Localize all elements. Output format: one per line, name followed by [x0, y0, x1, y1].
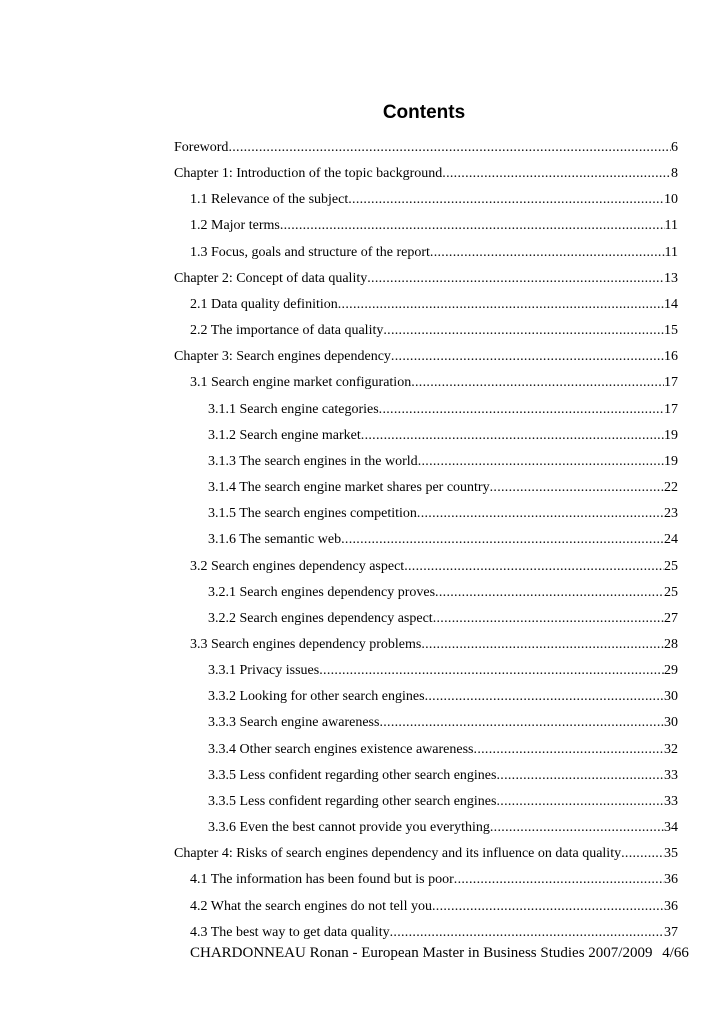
toc-entry-page-number: 28: [664, 636, 678, 652]
toc-entry[interactable]: [174, 402, 678, 428]
toc-entry[interactable]: [174, 297, 678, 323]
toc-entry-title: 3.1.3 The search engines in the world: [208, 453, 418, 469]
toc-entry[interactable]: [174, 742, 678, 768]
toc-entry-page-number: 14: [664, 296, 678, 312]
dot-leader: [379, 402, 664, 418]
toc-entry[interactable]: [174, 663, 678, 689]
toc-entry-page-number: 17: [664, 401, 678, 417]
toc-entry-title: 1.3 Focus, goals and structure of the report: [190, 244, 430, 260]
toc-entry-page-number: 23: [664, 506, 678, 522]
toc-entry-page-number: 24: [664, 532, 678, 548]
toc-entry[interactable]: [174, 349, 678, 375]
dot-leader: [496, 768, 664, 784]
toc-entry-title: Chapter 4: Risks of search engines dependency and its influence on data quality: [174, 846, 622, 862]
dot-leader: [433, 611, 664, 627]
dot-leader: [228, 140, 671, 156]
toc-entry[interactable]: [174, 899, 678, 925]
toc-entry-page-number: 19: [664, 427, 678, 443]
toc-entry[interactable]: [174, 192, 678, 218]
toc-entry-title: 3.1.4 The search engine market shares per country: [208, 480, 490, 496]
toc-entry[interactable]: [174, 428, 678, 454]
dot-leader: [621, 846, 664, 862]
toc-entry-title: 2.2 The importance of data quality: [190, 323, 384, 339]
dot-leader: [435, 585, 664, 601]
toc-entry-page-number: 29: [664, 663, 678, 679]
toc-entry-page-number: 35: [664, 846, 678, 862]
dot-leader: [367, 271, 664, 287]
toc-entry-title: 3.3.6 Even the best cannot provide you everything: [208, 820, 490, 836]
toc-entry-title: 3.2 Search engines dependency aspect: [190, 558, 405, 574]
dot-leader: [454, 872, 664, 888]
footer-page-number: 4/66: [662, 945, 689, 961]
toc-entry[interactable]: [174, 140, 678, 166]
toc-entry-title: 3.3.3 Search engine awareness: [208, 715, 380, 731]
toc-entry-page-number: 10: [664, 192, 678, 208]
toc-entry[interactable]: [174, 846, 678, 872]
footer-text: CHARDONNEAU Ronan - European Master in Business Studies 2007/2009: [190, 945, 653, 961]
toc-entry-title: 3.2.1 Search engines dependency proves: [208, 584, 436, 600]
dot-leader: [411, 375, 664, 391]
toc-entry-title: Chapter 3: Search engines dependency: [174, 349, 391, 365]
dot-leader: [425, 689, 664, 705]
toc-entry-title: 3.1.1 Search engine categories: [208, 401, 379, 417]
toc-entry-page-number: 25: [664, 584, 678, 600]
toc-entry-page-number: 8: [671, 166, 678, 182]
toc-entry-title: 3.1.2 Search engine market: [208, 427, 361, 443]
toc-entry[interactable]: [174, 532, 678, 558]
toc-entry[interactable]: [174, 375, 678, 401]
toc-entry[interactable]: [174, 872, 678, 898]
toc-entry-title: 3.3.4 Other search engines existence awareness: [208, 741, 474, 757]
toc-entry-page-number: 11: [664, 244, 678, 260]
toc-entry-title: 4.1 The information has been found but is poor: [190, 872, 454, 888]
toc-entry-title: 2.1 Data quality definition: [190, 296, 338, 312]
dot-leader: [474, 742, 664, 758]
dot-leader: [496, 794, 664, 810]
dot-leader: [442, 166, 671, 182]
toc-entry-page-number: 32: [664, 741, 678, 757]
dot-leader: [341, 532, 664, 548]
dot-leader: [338, 297, 664, 313]
toc-entry[interactable]: [174, 218, 678, 244]
dot-leader: [319, 663, 664, 679]
dot-leader: [421, 637, 664, 653]
page-title: Contents: [382, 102, 466, 123]
toc-entry-page-number: 36: [664, 872, 678, 888]
dot-leader: [417, 506, 664, 522]
dot-leader: [490, 480, 664, 496]
toc-entry-page-number: 34: [664, 820, 678, 836]
dot-leader: [418, 454, 664, 470]
toc-entry-title: 4.2 What the search engines do not tell you: [190, 898, 432, 914]
toc-entry-page-number: 22: [664, 480, 678, 496]
toc-entry[interactable]: [174, 454, 678, 480]
toc-entry-title: 3.1.6 The semantic web: [208, 532, 342, 548]
dot-leader: [383, 323, 664, 339]
toc-entry[interactable]: [174, 585, 678, 611]
toc-entry[interactable]: [174, 794, 678, 820]
toc-entry[interactable]: [174, 715, 678, 741]
toc-entry[interactable]: [174, 245, 678, 271]
toc-entry-page-number: 37: [664, 924, 678, 940]
page-footer: [190, 943, 689, 963]
toc-entry-title: 3.1.5 The search engines competition: [208, 506, 417, 522]
toc-entry-page-number: 6: [671, 140, 678, 155]
toc-entry-title: 3.3.2 Looking for other search engines: [208, 689, 425, 705]
dot-leader: [280, 218, 665, 234]
toc-entry-title: 3.3.5 Less confident regarding other search engines: [208, 793, 497, 809]
dot-leader: [361, 428, 664, 444]
toc-entry-page-number: 33: [664, 793, 678, 809]
dot-leader: [430, 245, 665, 261]
dot-leader: [490, 820, 664, 836]
toc-entry[interactable]: [174, 166, 678, 192]
toc-entry-page-number: 17: [664, 375, 678, 391]
dot-leader: [390, 925, 664, 941]
toc-entry-page-number: 19: [664, 453, 678, 469]
toc-entry[interactable]: [174, 637, 678, 663]
toc-entry[interactable]: [174, 559, 678, 585]
toc-entry-title: Foreword: [174, 140, 229, 155]
toc-entry[interactable]: [174, 506, 678, 532]
toc-entry[interactable]: [174, 768, 678, 794]
dot-leader: [379, 715, 664, 731]
toc-entry-title: Chapter 1: Introduction of the topic background: [174, 166, 443, 182]
toc-entry[interactable]: [174, 480, 678, 506]
toc-entry-page-number: 13: [664, 270, 678, 286]
toc-entry-page-number: 33: [664, 767, 678, 783]
toc-entry-page-number: 16: [664, 349, 678, 365]
table-of-contents: [174, 140, 678, 951]
toc-entry-page-number: 11: [664, 218, 678, 234]
dot-leader: [391, 349, 664, 365]
toc-entry-page-number: 30: [664, 715, 678, 731]
toc-entry[interactable]: [174, 611, 678, 637]
toc-entry-title: 1.1 Relevance of the subject: [190, 192, 349, 208]
toc-entry-title: Chapter 2: Concept of data quality: [174, 270, 368, 286]
dot-leader: [404, 559, 664, 575]
toc-entry-title: 3.1 Search engine market configuration: [190, 375, 412, 391]
dot-leader: [348, 192, 664, 208]
toc-entry-title: 3.3.5 Less confident regarding other search engines: [208, 767, 497, 783]
toc-entry-title: 3.3 Search engines dependency problems: [190, 636, 422, 652]
toc-entry-page-number: 30: [664, 689, 678, 705]
toc-entry-title: 4.3 The best way to get data quality: [190, 924, 390, 940]
toc-entry[interactable]: [174, 271, 678, 297]
toc-entry-page-number: 25: [664, 558, 678, 574]
toc-entry-page-number: 27: [664, 610, 678, 626]
toc-entry-title: 1.2 Major terms: [190, 218, 280, 234]
toc-entry-page-number: 15: [664, 323, 678, 339]
toc-entry-title: 3.3.1 Privacy issues: [208, 663, 320, 679]
toc-entry[interactable]: [174, 689, 678, 715]
toc-entry-title: 3.2.2 Search engines dependency aspect: [208, 610, 433, 626]
toc-entry[interactable]: [174, 820, 678, 846]
toc-entry-page-number: 36: [664, 898, 678, 914]
toc-entry[interactable]: [174, 323, 678, 349]
dot-leader: [432, 899, 664, 915]
